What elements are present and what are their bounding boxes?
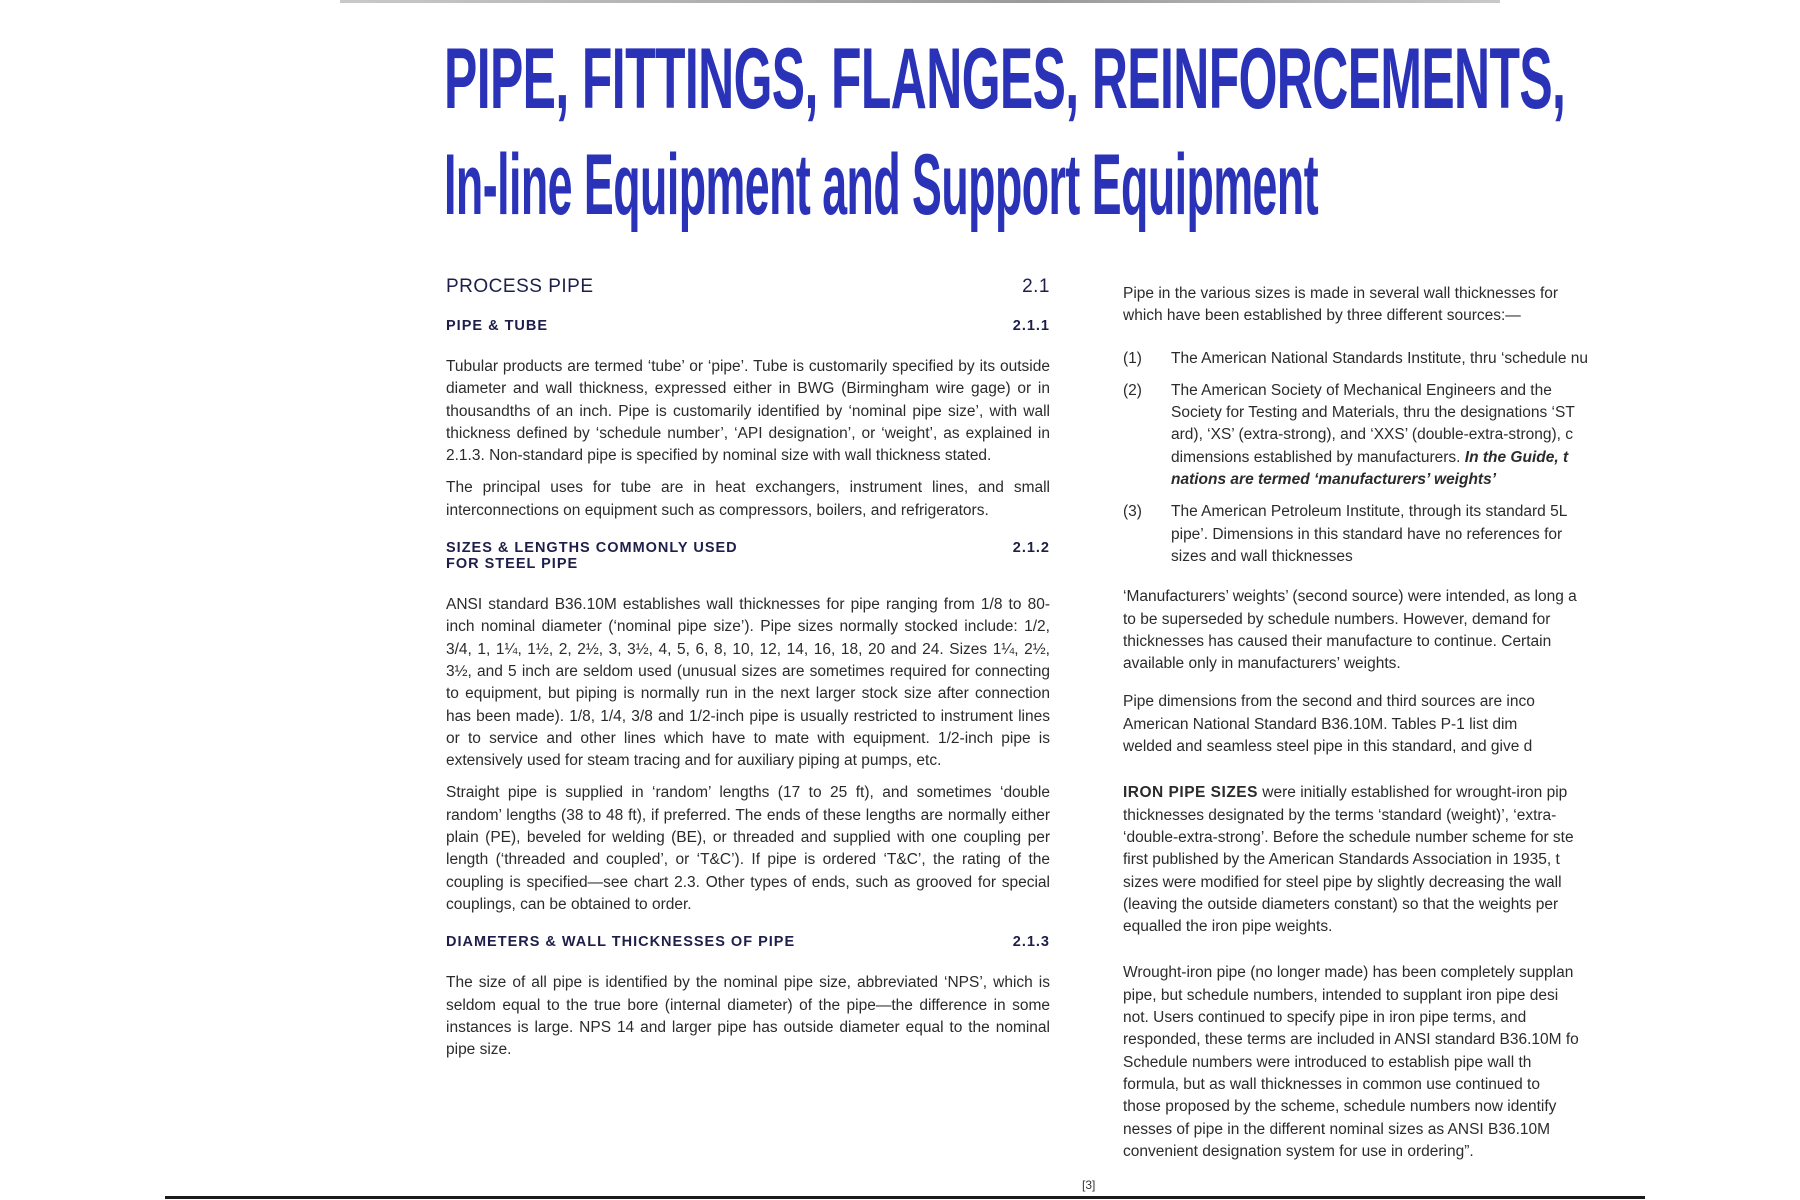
page-title-line1: PIPE, FITTINGS, FLANGES, REINFORCEMENTS, xyxy=(444,31,1566,127)
section-title: PROCESS PIPE xyxy=(446,276,594,297)
page-number: [3] xyxy=(1082,1178,1096,1192)
paragraph: The principal uses for tube are in heat exchangers, instrument lines, and small interconnections on equipment such as compressors, boilers, and refrigerators. xyxy=(446,479,1050,519)
section-number: 2.1 xyxy=(1022,276,1050,297)
list-item: (3) The American Petroleum Institute, through its standard 5L pipe’. Dimensions in this standard have no references for sizes and wall thicknesses xyxy=(1123,503,1568,565)
list-item: (2) The American Society of Mechanical Engineers and the Society for Testing and Materials, thru the designations ‘ST ard), ‘XS’ (extra-strong), and ‘XXS’ (double-extra-strong), c dimensions established by manufacturers. In the Guide, t nations are termed ‘manufacturers’ weights’ xyxy=(1123,381,1575,489)
paragraph: Tubular products are termed ‘tube’ or ‘pipe’. Tube is customarily specified by its outside diameter and wall thickness, expressed either in BWG (Birmingham wire gage) or in thousandths of an inch. Pipe is customarily identified by ‘nominal pipe size’, with wall thickness defined by ‘schedule number’, ‘API designation’, or ‘weight’, as explained in 2.1.3. Non-standard pipe is specified by nominal size with wall thickness stated. xyxy=(446,358,1050,465)
paragraph-intro: Pipe in the various sizes is made in several wall thicknesses for which have been established by three different sources:— xyxy=(1123,285,1559,325)
subsection-number: 2.1.1 xyxy=(1012,318,1050,334)
paragraph: The size of all pipe is identified by the nominal pipe size, abbreviated ‘NPS’, which is seldom equal to the true bore (internal diameter) of the pipe—the difference in some instances is large. NPS 14 and larger pipe has outside diameter equal to the nominal pipe size. xyxy=(446,974,1050,1059)
paragraph: Pipe dimensions from the second and third sources are inco American National Standard B36.10M. Tables P-1 list dim welded and seamless steel pipe in this standard, and give d xyxy=(1123,693,1535,756)
subsection-header-sizes-lengths xyxy=(446,540,1050,572)
subsection-header-diameters xyxy=(446,934,1050,950)
list-item: (1) The American National Standards Institute, thru ‘schedule nu xyxy=(1123,349,1589,367)
subsection-number: 2.1.3 xyxy=(1012,934,1050,951)
top-rule xyxy=(340,0,1500,3)
subsection-title: DIAMETERS & WALL THICKNESSES OF PIPE xyxy=(446,934,796,951)
paragraph: ‘Manufacturers’ weights’ (second source) were intended, as long a to be superseded by schedule numbers. However, demand for thicknesses has caused their manufacture to continue. Certain available only in manufacturers’ weights. xyxy=(1123,588,1577,673)
subsection-title: PIPE & TUBE xyxy=(446,318,549,334)
right-column xyxy=(1123,283,1645,1173)
left-column xyxy=(446,276,1050,1071)
paragraph: ANSI standard B36.10M establishes wall thicknesses for pipe ranging from 1/8 to 80-inch nominal diameter (‘nominal pipe size’). Pipe sizes normally stocked include: 1/2, 3/4, 1, 1¼, 1½, 2, 2½, 3, 3½, 4, 5, 6, 8, 10, 12, 14, 16, 18, 20 and 24. Sizes 1¼, 2½, 3½, and 5 inch are seldom used (unusual sizes are sometimes required for connecting to equipment, but piping is normally run in the next larger stock size after connection has been made). 1/8, 1/4, 3/8 and 1/2-inch pipe is usually restricted to instrument lines or to service and other lines which have to mate with equipment. 1/2-inch pipe is extensively used for steam tracing and for auxiliary piping at pumps, etc. xyxy=(446,596,1050,770)
bottom-rule xyxy=(165,1196,1645,1199)
paragraph-iron-pipe-sizes: IRON PIPE SIZES were initially established for wrought-iron pip thicknesses designated by the terms ‘standard (weight)’, ‘extra- ‘double-extra-strong’. Before the schedule number scheme for ste first published by the American Standards Association in 1935, t sizes were modified for steel pipe by slightly decreasing the wall (leaving the outside diameters constant) so that the weights per equalled the iron pipe weights. xyxy=(1123,784,1574,936)
subsection-title: SIZES & LENGTHS COMMONLY USED FOR STEEL PIPE xyxy=(446,540,738,573)
subsection-header-pipe-tube xyxy=(446,318,1050,334)
section-header xyxy=(446,276,1050,298)
paragraph: Wrought-iron pipe (no longer made) has been completely supplan pipe, but schedule numbers, intended to supplant iron pipe desi not. Users continued to specify pipe in iron pipe terms, and responded, these terms are included in ANSI standard B36.10M fo Schedule numbers were introduced to establish pipe wall th formula, but as wall thicknesses in common use continued to those proposed by the scheme, schedule numbers now identify nesses of pipe in the different nominal sizes as ANSI B36.10M convenient designation system for use in ordering”. xyxy=(1123,964,1579,1160)
paragraph: Straight pipe is supplied in ‘random’ lengths (17 to 25 ft), and sometimes ‘double random’ lengths (38 to 48 ft), if preferred. The ends of these lengths are normally either plain (PE), beveled for welding (BE), or threaded and supplied with one coupling per length (‘threaded and coupled’, or ‘T&C’). If pipe is ordered ‘T&C’, the rating of the coupling is specified—see chart 2.3. Other types of ends, such as grooved for special couplings, can be obtained to order. xyxy=(446,784,1050,913)
page-title-line2: In-line Equipment and Support Equipment xyxy=(444,137,1319,233)
subsection-number: 2.1.2 xyxy=(1012,540,1050,557)
